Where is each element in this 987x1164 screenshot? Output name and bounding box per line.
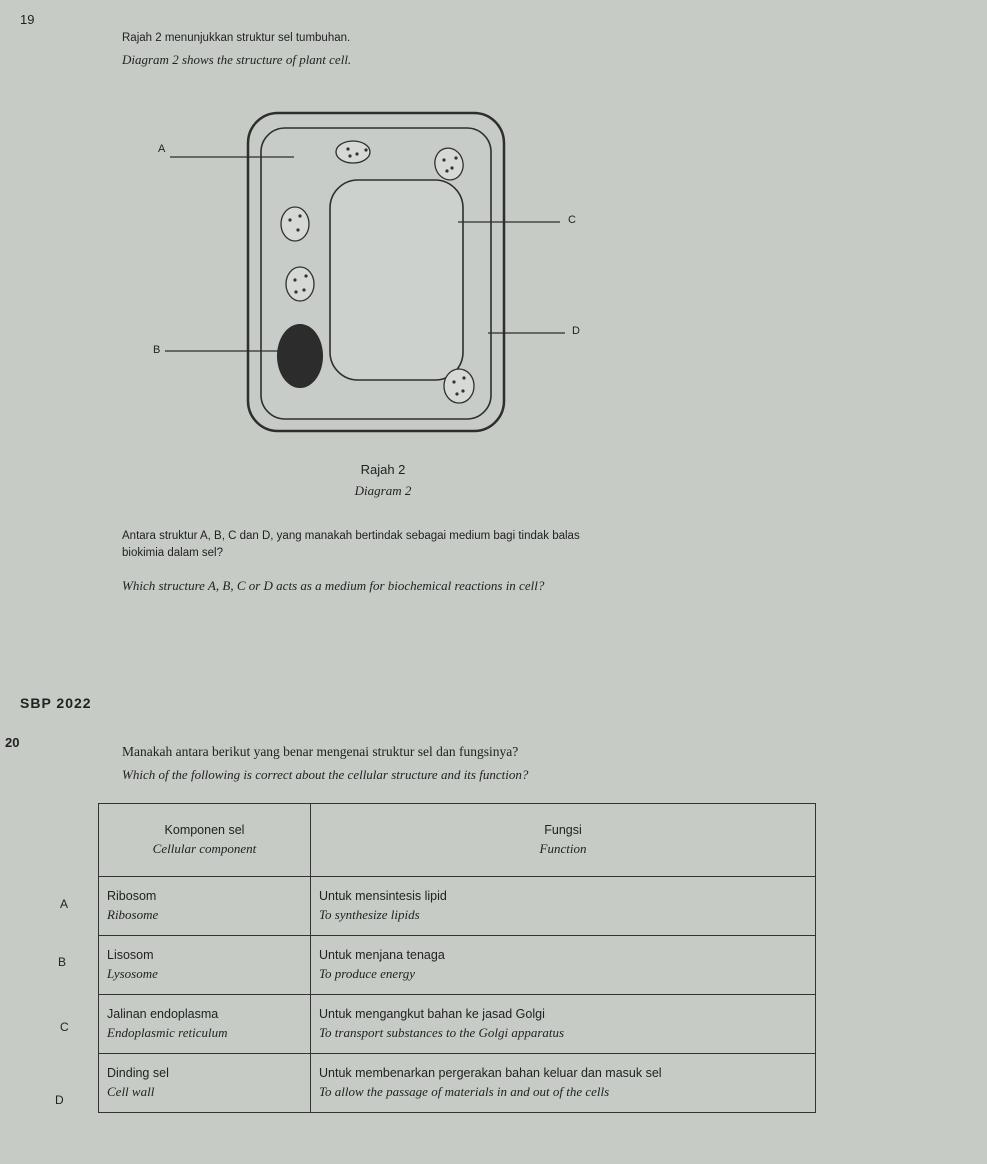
diagram-caption-english: Diagram 2 [354,483,412,498]
option-a-component: Ribosom Ribosome [99,877,311,936]
nucleus [277,324,323,388]
table-row [99,1054,816,1113]
diagram-caption-malay: Rajah 2 [360,462,406,477]
question-20-number: 20 [5,735,20,750]
question-19-prompt-malay-line2: biokimia dalam sel? [122,547,223,559]
table-row [99,995,816,1054]
diagram-label-c: C [568,214,576,226]
source-label: SBP 2022 [20,695,92,711]
diagram-label-a: A [158,143,166,155]
option-a-function: Untuk mensintesis lipid To synthesize lipids [311,877,816,936]
options-table [98,803,816,1113]
option-b-function: Untuk menjana tenaga To produce energy [311,936,816,995]
table-row [99,936,816,995]
header-function: Fungsi Function [311,804,816,877]
table-row [99,877,816,936]
option-d-component: Dinding sel Cell wall [99,1054,311,1113]
option-c-function: Untuk mengangkut bahan ke jasad Golgi To transport substances to the Golgi apparatus [311,995,816,1054]
question-19-prompt-english: Which structure A, B, C or D acts as a medium for biochemical reactions in cell? [122,578,545,593]
question-20-stem-malay: Manakah antara berikut yang benar mengenai struktur sel dan fungsinya? [122,744,519,759]
vacuole [330,180,463,380]
question-19-stem-english: Diagram 2 shows the structure of plant cell. [122,52,352,67]
option-b-component: Lisosom Lysosome [99,936,311,995]
question-20-stem-english: Which of the following is correct about the cellular structure and its function? [122,767,529,782]
option-d-function: Untuk membenarkan pergerakan bahan keluar dan masuk sel To allow the passage of materials in and out of the cells [311,1054,816,1113]
question-19-number: 19 [20,12,35,27]
option-c-letter[interactable]: C [60,1020,69,1034]
diagram-label-b: B [153,344,161,356]
option-b-letter[interactable]: B [58,955,67,969]
question-19-prompt-malay-line1: Antara struktur A, B, C dan D, yang manakah bertindak sebagai medium bagi tindak balas [122,530,580,542]
option-a-letter[interactable]: A [60,897,69,911]
plant-cell-diagram [0,0,987,460]
option-d-letter[interactable]: D [55,1093,64,1107]
option-c-component: Jalinan endoplasma Endoplasmic reticulum [99,995,311,1054]
diagram-label-d: D [572,325,580,337]
header-component: Komponen sel Cellular component [99,804,311,877]
question-19-stem-malay: Rajah 2 menunjukkan struktur sel tumbuhan. [122,32,351,44]
table-header-row [99,804,816,877]
